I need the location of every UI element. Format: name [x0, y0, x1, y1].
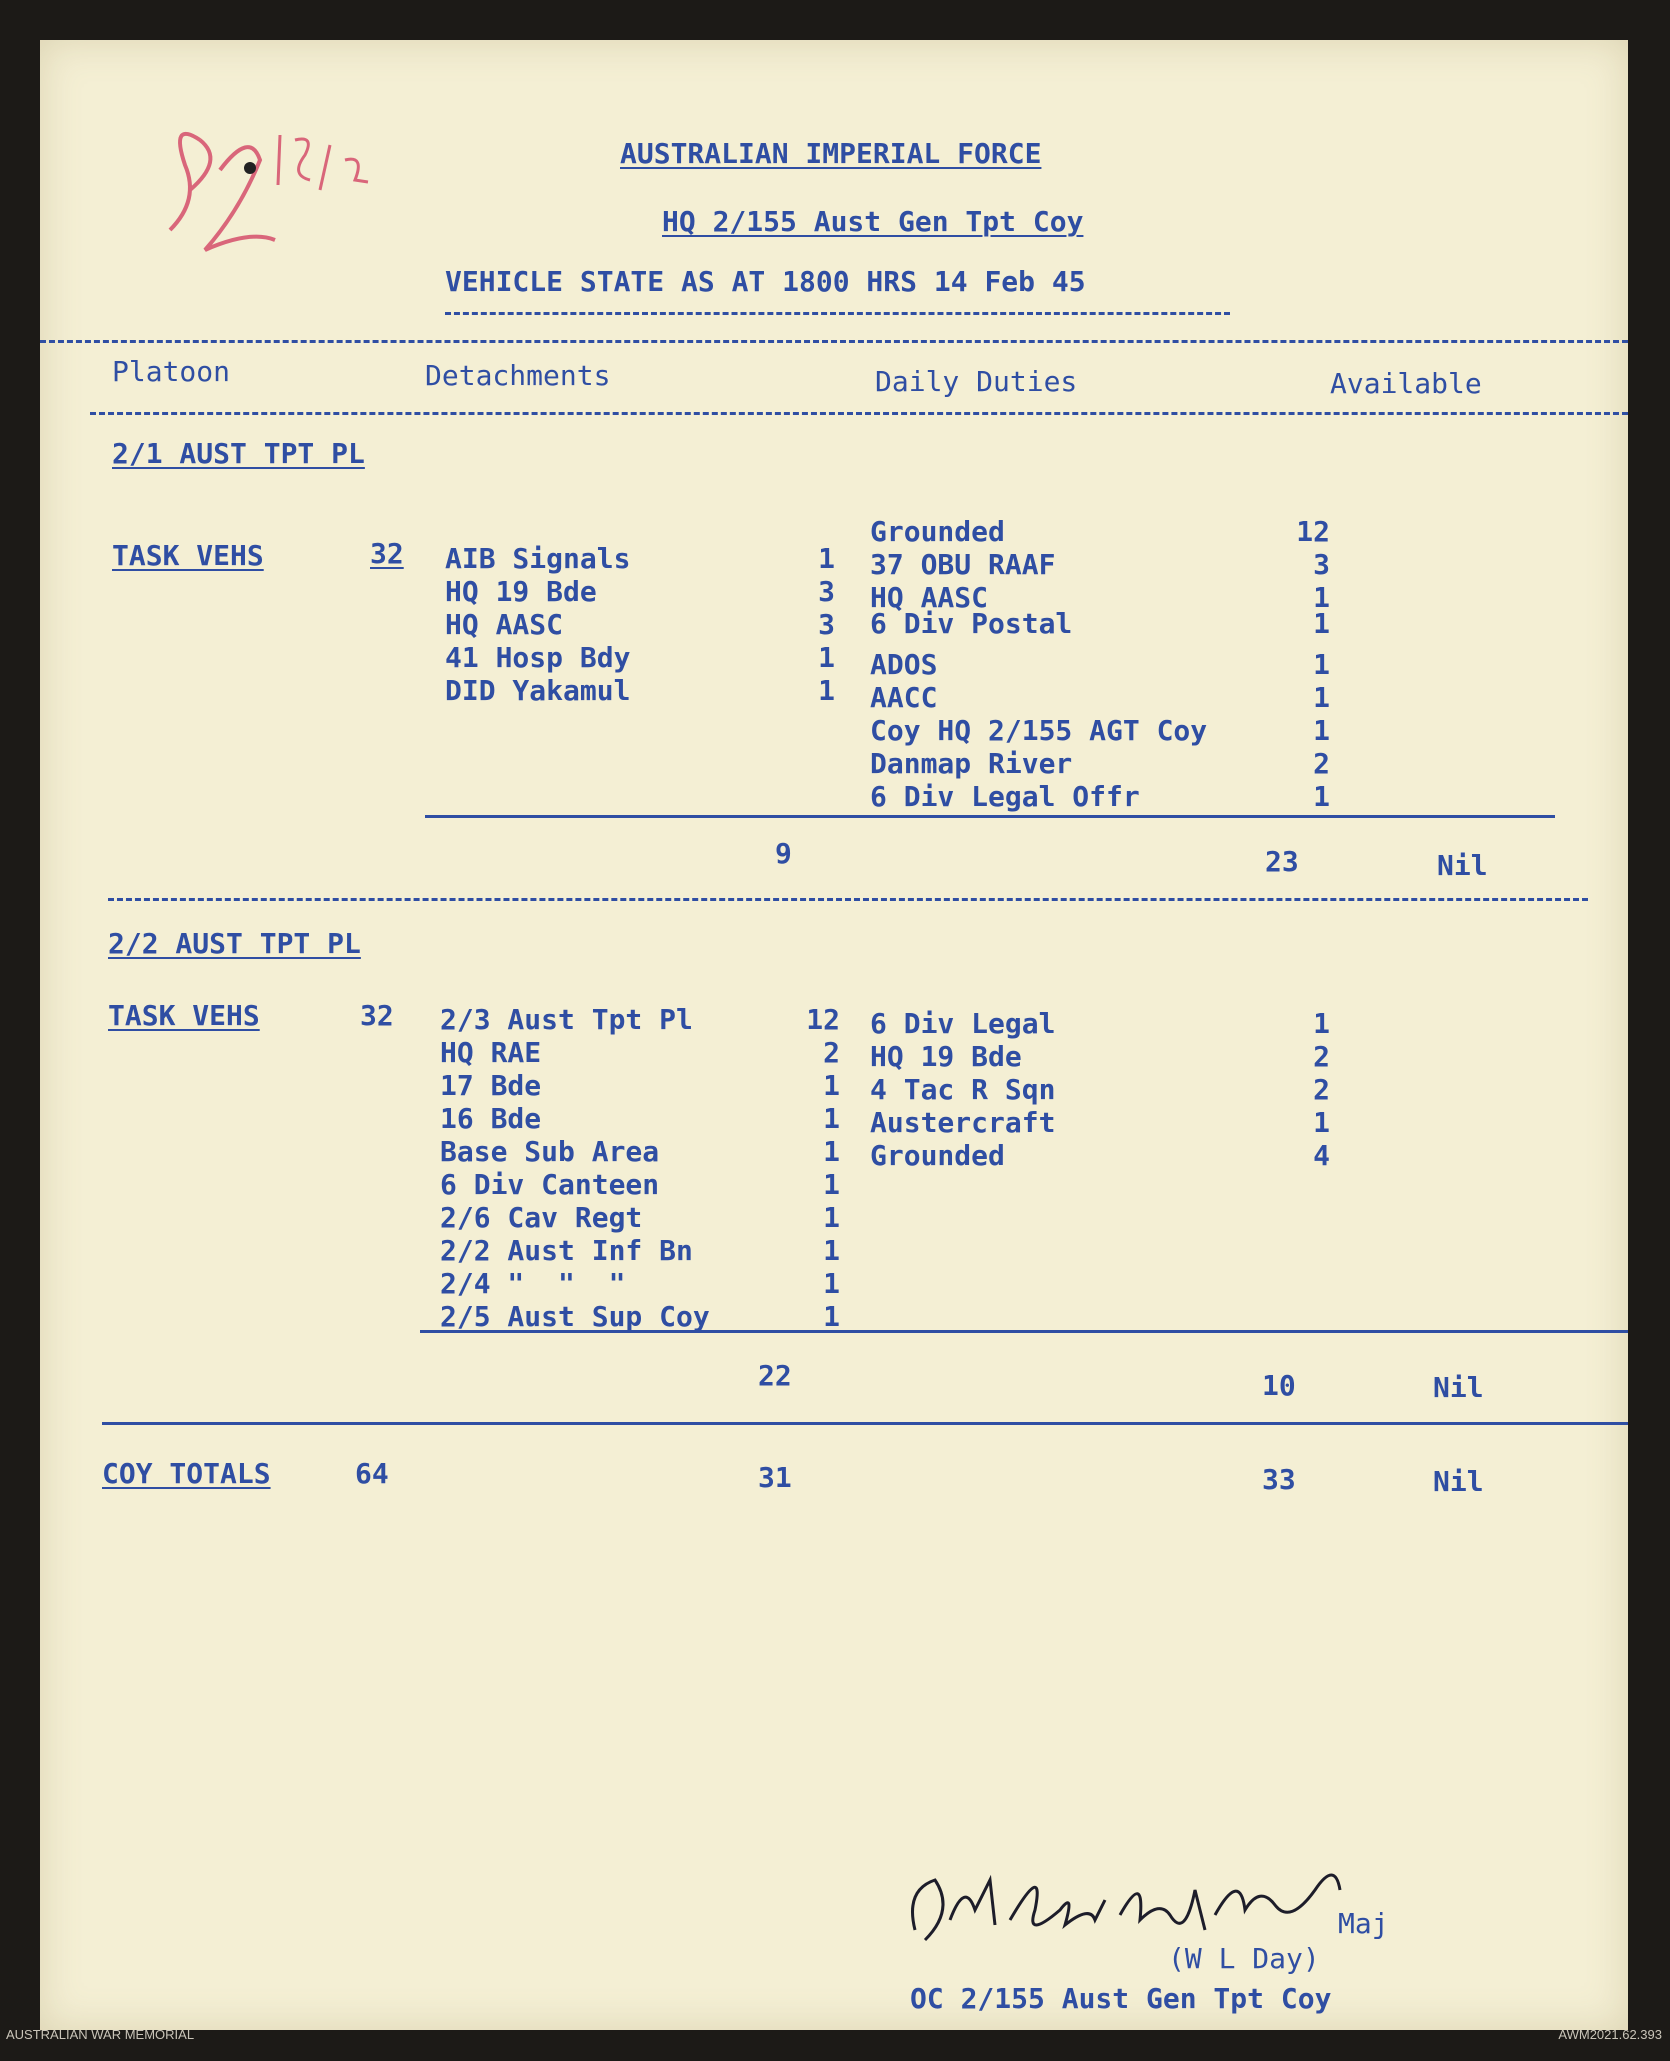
header-rule-top [40, 340, 1628, 343]
platoon-1-task-label: TASK VEHS [112, 539, 264, 572]
coy-totals-task: 64 [355, 1457, 389, 1490]
signatory-rank: Maj [1338, 1907, 1389, 1940]
platoon-2-total-detachments: 22 [758, 1359, 792, 1392]
handwritten-reference-mark [130, 80, 390, 280]
platoon-2-total-duties: 10 [1262, 1369, 1296, 1402]
signatory-title: OC 2/155 Aust Gen Tpt Coy [910, 1982, 1332, 2015]
platoon-1-total-detachments: 9 [775, 837, 792, 870]
platoon-1-total-duties: 23 [1265, 845, 1299, 878]
column-detachments: Detachments [425, 359, 611, 392]
platoon-1-subtotal-rule [425, 815, 1555, 818]
section-rule-2 [102, 1422, 1628, 1425]
column-available: Available [1330, 367, 1482, 400]
platoon-2-name: 2/2 AUST TPT PL [108, 927, 361, 960]
coy-totals-detachments: 31 [758, 1461, 792, 1494]
footer-right: AWM2021.62.393 [1558, 2027, 1662, 2042]
unit-title: HQ 2/155 Aust Gen Tpt Coy [662, 205, 1084, 238]
column-platoon: Platoon [112, 355, 231, 388]
platoon-1-name: 2/1 AUST TPT PL [112, 437, 365, 470]
platoon-1-available: Nil [1437, 849, 1488, 882]
platoon-2-task-count: 32 [360, 999, 394, 1032]
org-title: AUSTRALIAN IMPERIAL FORCE [620, 137, 1042, 170]
title-rule [445, 312, 1230, 315]
document-sheet: AUSTRALIAN IMPERIAL FORCE HQ 2/155 Aust Gen Tpt Coy VEHICLE STATE AS AT 1800 HRS 14 Feb 45 Platoon Detachments Daily Duties Available 2/1 AUST TPT PL TASK VEHS 32 AIB Signals 1 HQ 19 Bde 3 HQ AASC 3 41 Hosp Bdy 1 DID Yakamul 1 Grounded 12 37 OBU RAAF 3 HQ AASC 1 6 Div Postal 1 ADOS 1 AACC 1 Coy HQ 2/155 AGT Coy 1 Danmap River 2 6 Div Legal Offr 1 9 23 Nil 2/2 AUST TPT PL TASK VEHS 32 2/3 Aust Tpt Pl 12 HQ RAE 2 17 Bde 1 16 Bde 1 Base Sub Area 1 6 Div Canteen 1 2/6 Cav Regt 1 2/2 Aust Inf Bn 1 2/4 " " " 1 2/5 Aust Sup Coy 1 6 Div Legal 1 HQ 19 Bde 2 4 Tac R Sqn 2 Austercraft 1 Grounded 4 22 10 Nil COY TOTALS 64 31 33 Nil Maj (W L Day) OC 2/155 Aust Gen Tpt Coy [40, 40, 1628, 2030]
column-daily-duties: Daily Duties [875, 365, 1078, 398]
platoon-1-task-count: 32 [370, 537, 404, 570]
header-rule-bottom [90, 412, 1628, 415]
vehicle-state-title: VEHICLE STATE AS AT 1800 HRS 14 Feb 45 [445, 265, 1086, 298]
platoon-2-available: Nil [1433, 1371, 1484, 1404]
coy-totals-duties: 33 [1262, 1463, 1296, 1496]
coy-totals-available: Nil [1433, 1465, 1484, 1498]
coy-totals-label: COY TOTALS [102, 1457, 271, 1490]
platoon-2-subtotal-rule [420, 1330, 1628, 1333]
signatory-name: (W L Day) [1168, 1942, 1320, 1975]
section-rule-1 [108, 898, 1588, 901]
platoon-2-task-label: TASK VEHS [108, 999, 260, 1032]
footer-left: AUSTRALIAN WAR MEMORIAL [6, 2027, 195, 2042]
